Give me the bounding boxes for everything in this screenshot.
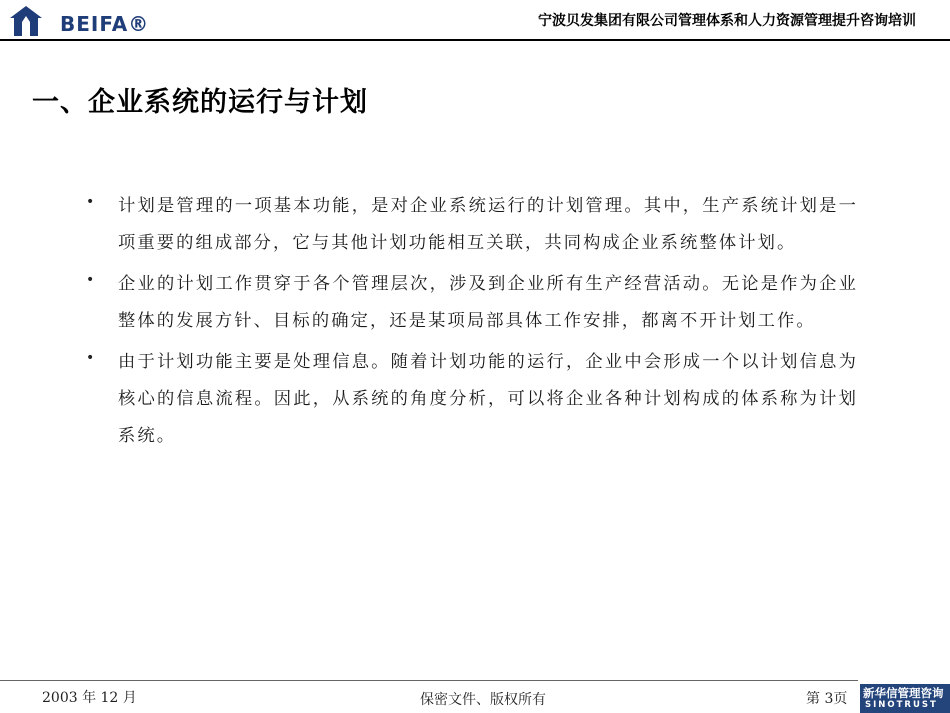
bullet-list [78,188,858,459]
brand-text: BEIFA® [60,12,150,36]
footer-page-number: 第 3页 [806,691,848,707]
logo-cn-text: 新华信管理咨询 [863,686,944,700]
footer-divider [0,680,858,681]
bullet-item [78,188,858,262]
bullet-item [78,266,858,340]
bullet-dot-icon: • [86,350,95,366]
logo-en-text: SINOTRUST [865,700,938,710]
bullet-dot-icon: • [86,272,95,288]
header-divider [0,39,950,41]
sinotrust-logo [860,684,950,713]
bullet-dot-icon: • [86,194,95,210]
bullet-text: 由于计划功能主要是处理信息。随着计划功能的运行，企业中会形成一个以计划信息为核心的信息流程。因此，从系统的角度分析，可以将企业各种计划构成的体系称为计划系统。 [118,352,858,446]
bullet-item [78,344,858,455]
footer-date: 2003 年 12 月 [42,690,137,706]
beifa-logo [8,4,183,38]
company-title: 宁波贝发集团有限公司管理体系和人力资源管理提升咨询培训 [538,13,916,29]
slide-title: 一、企业系统的运行与计划 [32,87,368,118]
header [0,0,950,42]
bullet-text: 企业的计划工作贯穿于各个管理层次，涉及到企业所有生产经营活动。无论是作为企业整体的发展方针、目标的确定，还是某项局部具体工作安排，都离不开计划工作。 [118,274,858,331]
bullet-text: 计划是管理的一项基本功能，是对企业系统运行的计划管理。其中，生产系统计划是一项重要的组成部分，它与其他计划功能相互关联，共同构成企业系统整体计划。 [118,196,858,253]
footer-confidential: 保密文件、版权所有 [420,692,546,708]
